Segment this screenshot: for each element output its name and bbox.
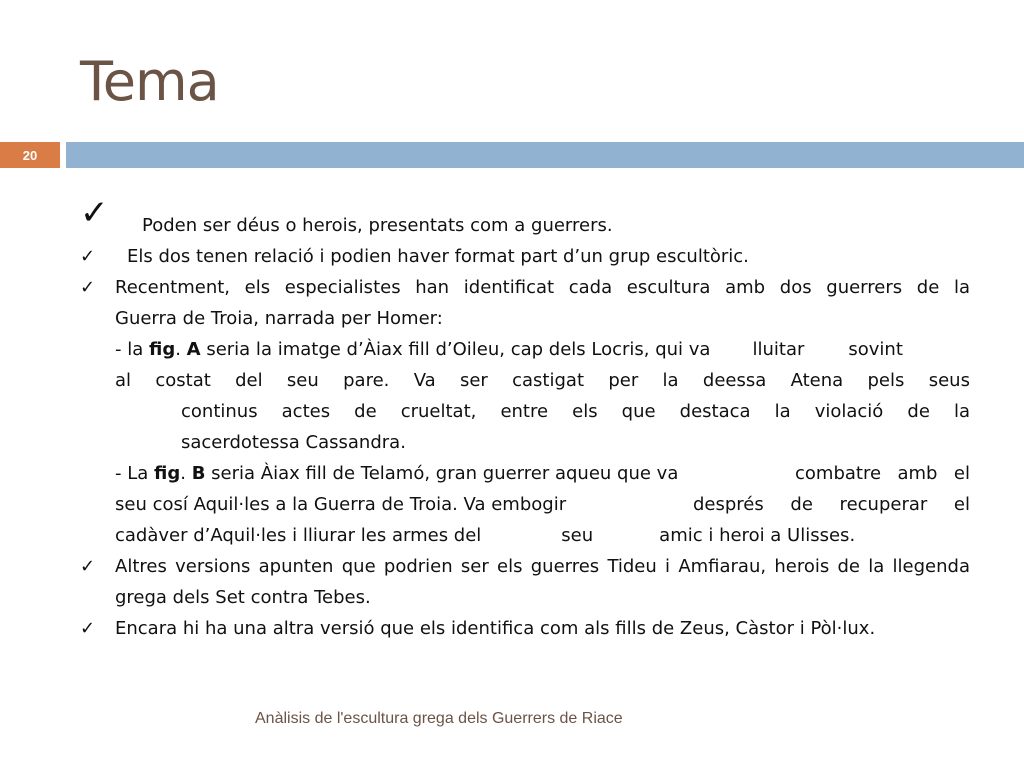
checkmark-icon: ✓: [80, 246, 96, 267]
fig-b-text: cadàver d’Aquil·les i lliurar les armes del: [115, 525, 482, 546]
fig-a-line: [115, 396, 970, 427]
checkmark-icon: ✓: [80, 556, 96, 577]
bullet-text: Altres versions apunten que podrien ser els guerres Tideu i Amfiarau, herois de la llegenda grega dels Set contra Tebes.: [115, 556, 970, 608]
bullet-text: Recentment, els especialistes han identificat cada escultura amb dos guerrers de la: [115, 277, 970, 298]
bullet-text: Poden ser déus o herois, presentats com a guerrers.: [142, 215, 613, 236]
fig-a-line: - la fig. A seria la imatge d’Àiax fill d’Oileu, cap dels Locris, qui va lluitar sovint: [115, 339, 903, 360]
fig-word: fig: [154, 463, 181, 484]
fig-a-text: pels: [867, 370, 905, 391]
fig-b-text: després de recuperar el: [693, 494, 970, 515]
fig-b-line: [115, 489, 970, 520]
fig-word: fig: [148, 339, 176, 360]
fig-b-text: amic i heroi a Ulisses.: [659, 525, 856, 546]
fig-a-text: continus actes de crueltat, entre els que destaca la violació de la: [181, 401, 970, 422]
header-bar: [66, 142, 1024, 168]
fig-a-line: sacerdotessa Cassandra.: [181, 432, 406, 453]
fig-a-text: seria la imatge d’Àiax fill d’Oileu, cap dels Locris, qui va: [200, 339, 711, 360]
slide-number: 20: [0, 142, 60, 168]
fig-b-text: seria Àiax fill de Telamó, gran guerrer aqueu que va: [205, 463, 679, 484]
fig-a-line: [115, 365, 970, 396]
fig-b-line: - La fig. B seria Àiax fill de Telamó, gran guerrer aqueu que va combatre amb el: [115, 458, 970, 489]
fig-b-text: combatre amb el: [795, 463, 970, 484]
bullet-item: [80, 613, 970, 644]
fig-b-text: seu cosí Aquil·les a la Guerra de Troia. Va embogir: [115, 494, 567, 515]
fig-a-word: lluitar: [752, 339, 805, 360]
fig-a-prefix: - la: [115, 339, 149, 360]
bullet-item: [80, 241, 970, 272]
fig-a-text: al costat del seu pare. Va ser castigat per la deessa: [115, 370, 767, 391]
slide-footer: Anàlisis de l'escultura grega dels Guerrers de Riace: [255, 710, 623, 727]
bullet-text: Encara hi ha una altra versió que els identifica com als fills de Zeus, Càstor i Pòl·lux.: [115, 618, 876, 639]
checkmark-icon: ✓: [80, 618, 96, 639]
fig-a-word: sovint: [848, 339, 903, 360]
fig-a-letter: A: [186, 339, 201, 360]
fig-a-text: Atena: [790, 370, 844, 391]
fig-b-prefix: - La: [115, 463, 154, 484]
fig-b-text: seu: [561, 525, 594, 546]
checkmark-icon: ✓: [80, 277, 96, 298]
bullet-text: Els dos tenen relació i podien haver format part d’un grup escultòric.: [127, 246, 749, 267]
slide-title: Tema: [80, 50, 219, 113]
fig-a-text: seus: [928, 370, 970, 391]
fig-b-letter: B: [191, 463, 206, 484]
slide-content: [80, 193, 970, 644]
bullet-item: [80, 551, 970, 613]
checkmark-icon: ✓: [80, 193, 109, 233]
bullet-text: Guerra de Troia, narrada per Homer:: [115, 308, 443, 329]
bullet-item: [80, 193, 970, 236]
bullet-item: [80, 272, 970, 551]
fig-b-line: [115, 520, 970, 551]
